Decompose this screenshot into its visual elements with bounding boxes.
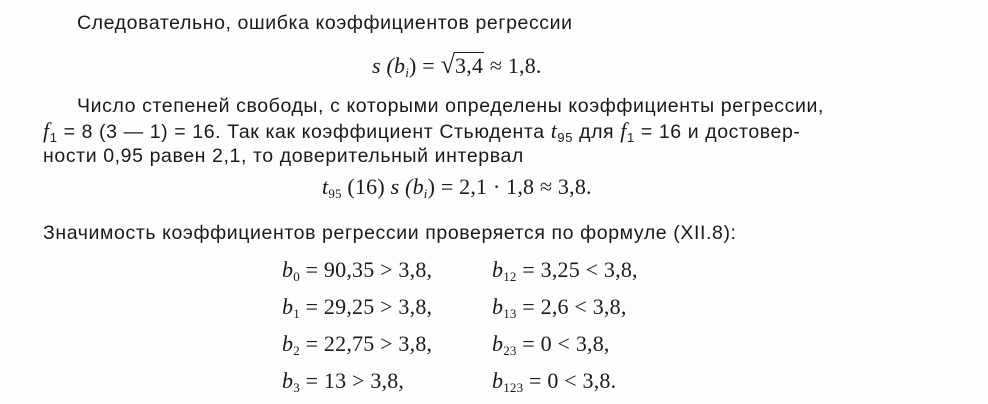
text-line-conclusion: [77, 10, 573, 36]
coef-row-3-right: [492, 368, 616, 394]
f1-sub: 1: [49, 130, 58, 145]
coef-expr: = 0 < 3,8.: [523, 368, 617, 393]
formula2-s-sub: i: [423, 186, 428, 201]
dof-text-line2-b: для: [573, 121, 621, 143]
coef-expr: = 0 < 3,8,: [516, 331, 610, 356]
coef-row-2-left: [282, 331, 432, 357]
coef-row-0-left: [282, 257, 432, 283]
formula-confidence-interval: [322, 174, 592, 200]
radical-sign: √: [440, 50, 456, 79]
coef-var: b: [282, 294, 294, 319]
coef-expr: = 90,35 > 3,8,: [299, 257, 433, 282]
formula2-a: (16): [341, 174, 391, 199]
coef-var: b: [282, 257, 294, 282]
f1-var: f: [43, 118, 50, 143]
coef-expr: = 2,6 < 3,8,: [516, 294, 627, 319]
formula1-radicand: 3,4: [455, 53, 484, 78]
formula2-t-sub: 95: [328, 186, 342, 201]
coef-row-1-right: [492, 294, 627, 320]
significance-text: Значимость коэффициентов регрессии проверяется по формуле (XII.8):: [43, 222, 737, 244]
formula2-b: ) = 2,1 · 1,8 ≈ 3,8.: [427, 174, 592, 199]
coef-expr: = 22,75 > 3,8,: [299, 331, 433, 356]
conclusion-text: Следовательно, ошибка коэффициентов регрессии: [77, 12, 573, 34]
coef-row-0-right: [492, 257, 638, 283]
formula2-t: t: [322, 174, 329, 199]
coef-row-3-left: [282, 368, 404, 394]
coef-row-2-right: [492, 331, 610, 357]
text-line-significance: [43, 220, 737, 246]
text-line-student-coefficient: [43, 118, 801, 145]
coef-sub: 1: [293, 306, 300, 321]
formula2-s: s (b: [390, 174, 424, 199]
formula1-lhs: s (b: [372, 53, 406, 78]
coef-var: b: [282, 331, 294, 356]
coef-var: b: [492, 368, 504, 393]
coef-expr: = 29,25 > 3,8,: [299, 294, 433, 319]
coef-sub: 123: [503, 380, 524, 395]
f1-sub-2: 1: [626, 130, 635, 145]
dof-text-line2-a: = 8 (3 — 1) = 16. Так как коэффициент Стьюдента: [57, 121, 551, 143]
formula1-eq: ) =: [409, 53, 441, 78]
text-line-degrees-of-freedom: [77, 93, 824, 119]
dof-text-line3: ности 0,95 равен 2,1, то доверительный интервал: [43, 145, 524, 167]
coef-sub: 12: [503, 269, 517, 284]
coef-var: b: [492, 294, 504, 319]
coef-var: b: [492, 257, 504, 282]
coef-row-1-left: [282, 294, 432, 320]
coef-expr: = 3,25 < 3,8,: [516, 257, 638, 282]
text-line-confidence: [43, 143, 524, 169]
coef-sub: 0: [293, 269, 300, 284]
coef-sub: 13: [503, 306, 517, 321]
t95-var: t: [550, 118, 558, 143]
t95-sub: 95: [557, 130, 574, 145]
formula1-rhs: ≈ 1,8.: [484, 53, 542, 78]
f1-var-2: f: [620, 118, 627, 143]
coef-var: b: [282, 368, 294, 393]
dof-text-line2-c: = 16 и достовер-: [634, 121, 801, 143]
formula-standard-error: [372, 52, 542, 79]
coef-var: b: [492, 331, 504, 356]
coef-sub: 23: [503, 343, 517, 358]
formula1-lhs-sub: i: [405, 65, 410, 80]
coef-sub: 2: [293, 343, 300, 358]
coef-sub: 3: [293, 380, 300, 395]
dof-text-line1: Число степеней свободы, с которыми определены коэффициенты регрессии,: [77, 95, 824, 117]
coef-expr: = 13 > 3,8,: [299, 368, 405, 393]
